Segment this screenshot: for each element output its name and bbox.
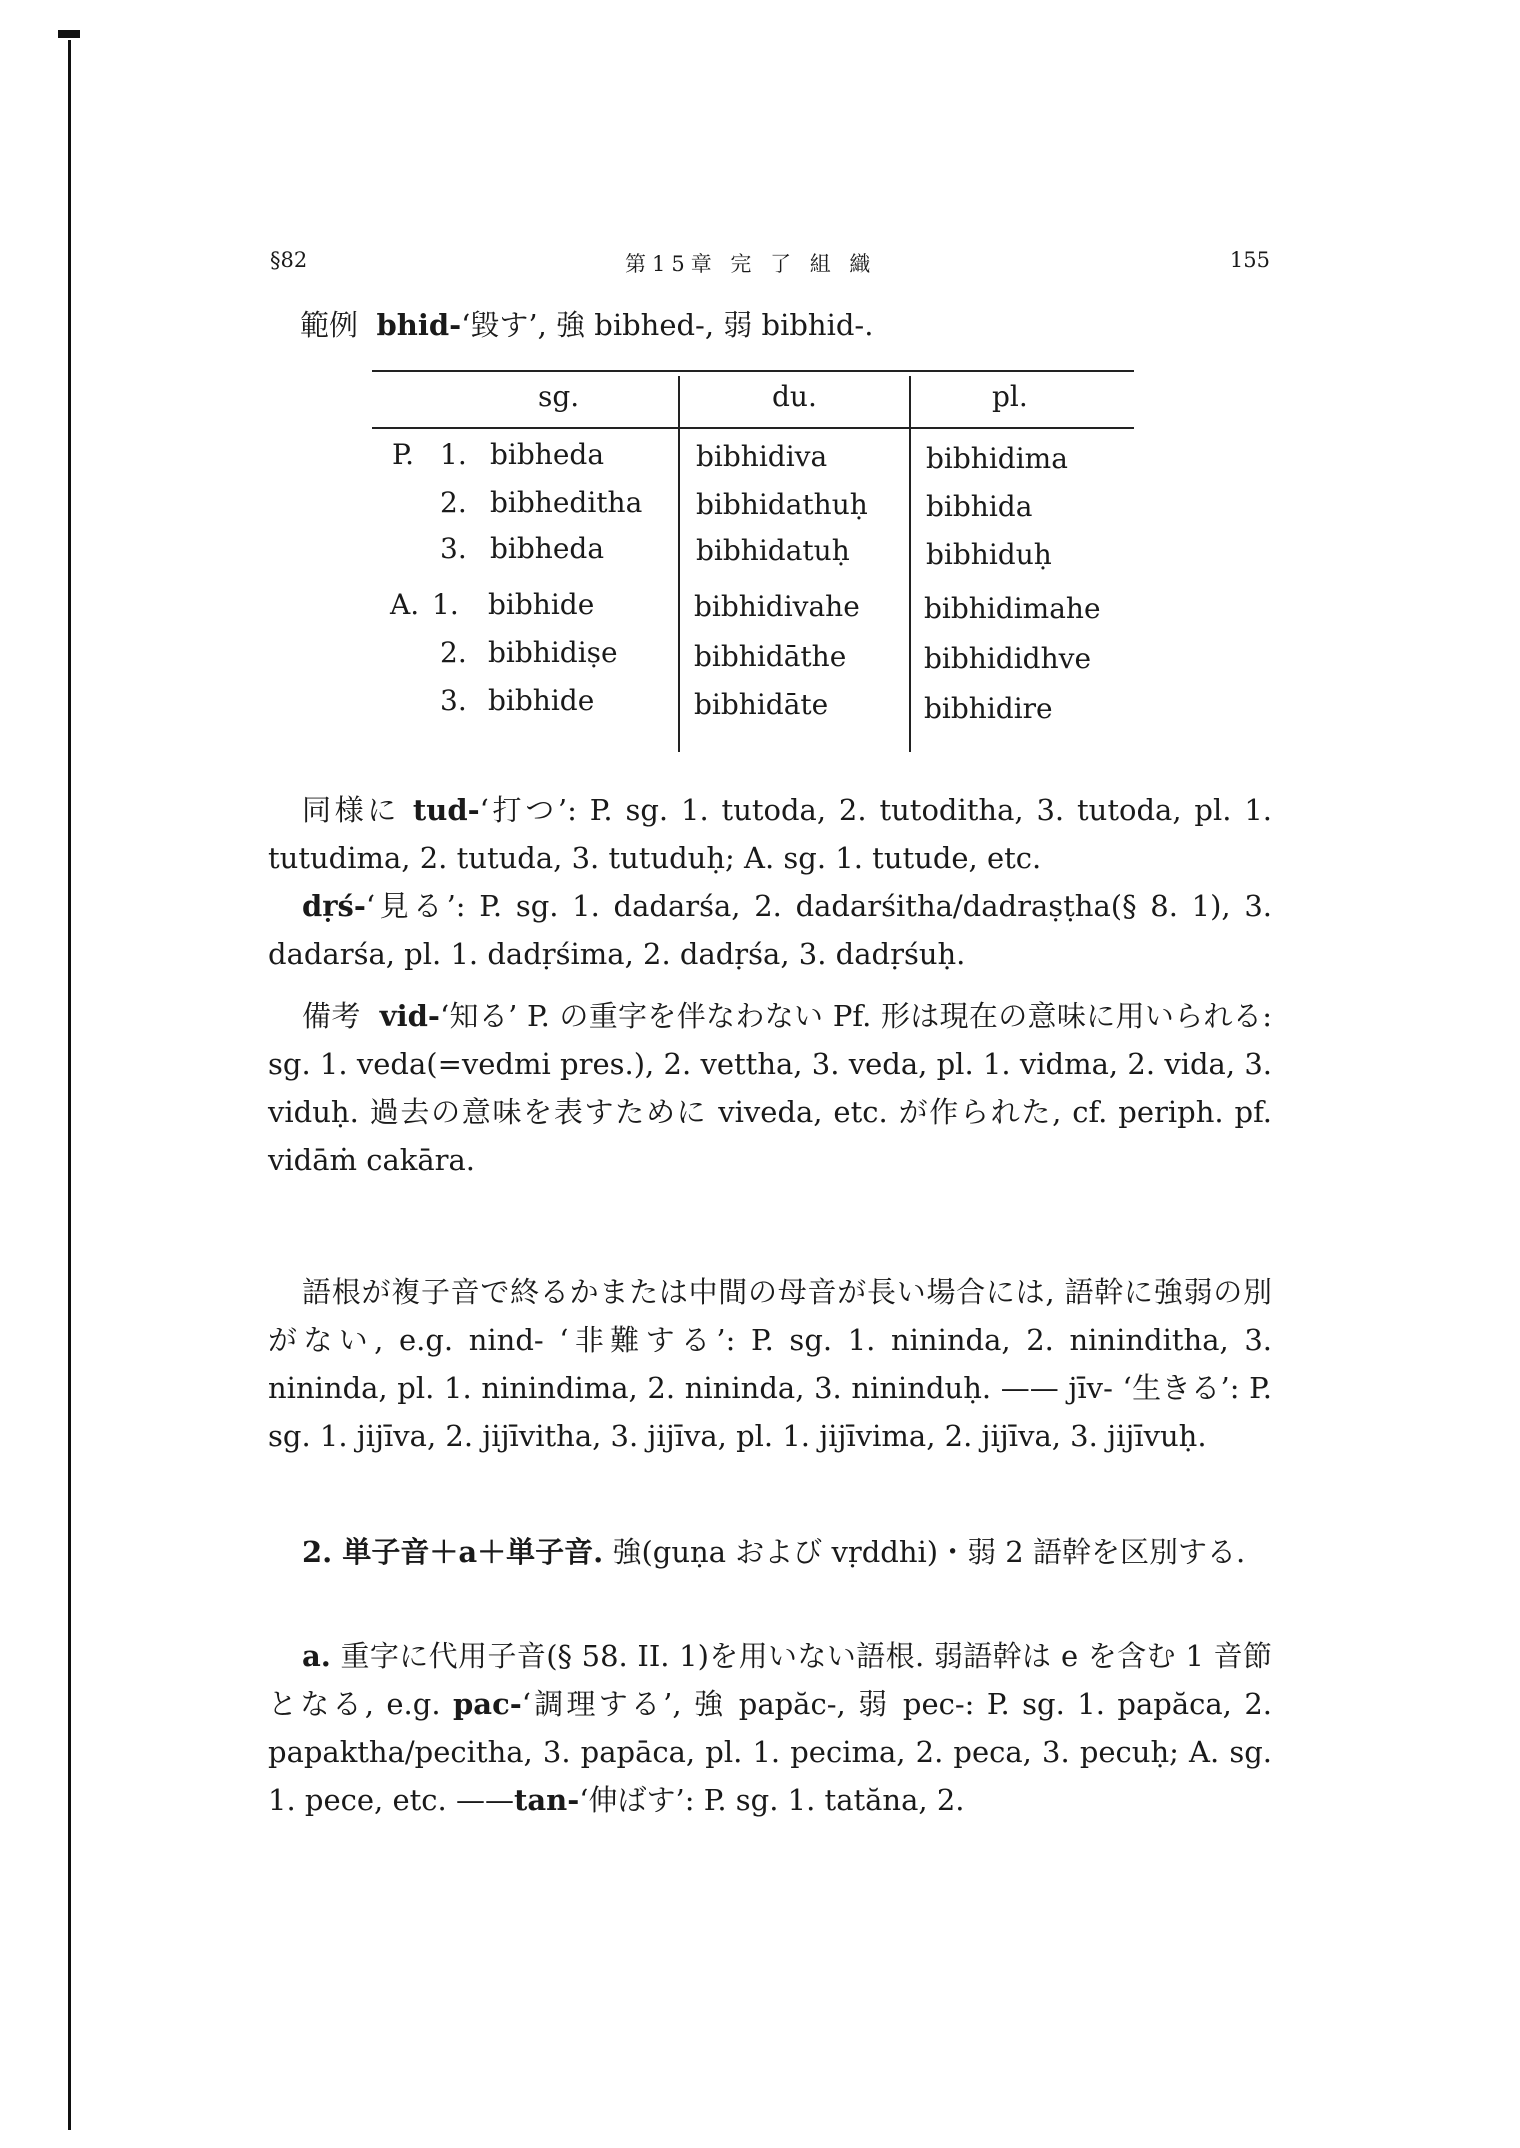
paradigm-table bbox=[372, 370, 1134, 752]
paradigm-caption bbox=[300, 303, 873, 344]
section-2-text: 強(guṇa および vṛddhi)・弱 2 語幹を区別する. bbox=[612, 1535, 1246, 1569]
tud-text: ‘打つ’: P. sg. 1. tutoda, 2. tutoditha, 3. tutoda, pl. 1. tutudima, 2. tutuda, 3. tutuduḥ; A. sg. 1. tutude, etc. bbox=[268, 793, 1273, 875]
tud-paragraph bbox=[268, 786, 1272, 882]
cell-sg: bibheda bbox=[490, 532, 605, 565]
drs-root: dṛś- bbox=[302, 889, 366, 923]
row-person: 1. bbox=[432, 588, 459, 621]
binding-line bbox=[68, 40, 71, 2130]
row-voice: P. bbox=[392, 438, 415, 471]
cell-sg: bibhidiṣe bbox=[488, 636, 618, 669]
tud-lead: 同様に bbox=[302, 793, 400, 827]
cell-sg: bibhide bbox=[488, 684, 595, 717]
cell-pl: bibhiduḥ bbox=[926, 538, 1052, 571]
paradigm-strong-stem: 強 bibhed-, bbox=[556, 308, 715, 342]
cell-du: bibhidivahe bbox=[694, 590, 860, 623]
complex-root-text: 語根が複子音で終るかまたは中間の母音が長い場合には, 語幹に強弱の別がない, e.g. nind- ‘非難する’: P. sg. 1. nininda, 2. nininditha, 3. nininda, pl. 1. ninindima, 2. nininda, 3. nininduḥ. —— jīv- ‘生きる’: P. sg. 1. jijīva, 2. jijīvitha, 3. jijīva, pl. 1. jijīvima, 2. jijīva, 3. jijīvuḥ. bbox=[268, 1275, 1272, 1453]
cell-du: bibhidāte bbox=[694, 688, 829, 721]
column-header-du: du. bbox=[772, 380, 817, 413]
row-person: 2. bbox=[440, 486, 467, 519]
section-2a-paragraph bbox=[268, 1632, 1272, 1824]
section-2a-text-3: ‘伸ばす’: P. sg. 1. tatăna, 2. bbox=[579, 1783, 965, 1817]
section-2a-text-1: 重字に代用子音(§ 58. II. 1)を用いない語根. 弱語幹は e を含む 1 音節となる, e.g. bbox=[268, 1639, 1273, 1721]
cell-sg: bibheda bbox=[490, 438, 605, 471]
cell-pl: bibhididhve bbox=[924, 642, 1092, 675]
section-2-paragraph bbox=[268, 1528, 1272, 1576]
chapter-title: 第15章 完 了 組 織 bbox=[625, 252, 877, 276]
column-header-sg: sg. bbox=[538, 380, 580, 413]
drs-paragraph bbox=[268, 882, 1272, 978]
note-text: ‘知る’ P. の重字を伴なわない Pf. 形は現在の意味に用いられる: sg. 1. veda(=vedmi pres.), 2. vettha, 3. veda, pl. 1. vidma, 2. vida, 3. viduḥ. 過去の意味を表すために viveda, etc. が作られた, cf. periph. pf. vidāṁ cakāra. bbox=[268, 999, 1272, 1177]
paradigm-weak-stem: 弱 bibhid-. bbox=[723, 308, 874, 342]
column-header-pl: pl. bbox=[992, 380, 1028, 413]
cell-pl: bibhidire bbox=[924, 692, 1053, 725]
cell-du: bibhidiva bbox=[696, 440, 828, 473]
tan-root: tan- bbox=[513, 1783, 580, 1817]
binding-cap bbox=[58, 30, 80, 38]
tud-root: tud- bbox=[412, 793, 480, 827]
table-top-rule bbox=[372, 370, 1134, 372]
paradigm-root: bhid- bbox=[376, 308, 462, 342]
cell-du: bibhidatuḥ bbox=[696, 534, 850, 567]
row-person: 1. bbox=[440, 438, 467, 471]
running-header bbox=[270, 248, 1270, 288]
section-2a-label: a. bbox=[302, 1639, 331, 1673]
page-number: 155 bbox=[1229, 248, 1270, 272]
table-column-divider bbox=[678, 376, 680, 752]
note-label: 備考 bbox=[302, 999, 361, 1033]
row-person: 3. bbox=[440, 532, 467, 565]
cell-du: bibhidāthe bbox=[694, 640, 847, 673]
drs-text: ‘見る’: P. sg. 1. dadarśa, 2. dadarśitha/dadraṣṭha(§ 8. 1), 3. dadarśa, pl. 1. dadṛśima, 2. dadṛśa, 3. dadṛśuḥ. bbox=[268, 889, 1272, 971]
cell-du: bibhidathuḥ bbox=[696, 488, 868, 521]
row-person: 3. bbox=[440, 684, 467, 717]
row-voice: A. bbox=[390, 588, 420, 621]
note-root: vid- bbox=[379, 999, 440, 1033]
row-person: 2. bbox=[440, 636, 467, 669]
complex-root-paragraph bbox=[268, 1268, 1272, 1460]
cell-sg: bibhide bbox=[488, 588, 595, 621]
section-number: §82 bbox=[270, 248, 308, 272]
table-header-rule bbox=[372, 427, 1134, 429]
section-2a-text-2: ‘調理する’, 強 papăc-, 弱 pec-: P. sg. 1. papăca, 2. papaktha/pecitha, 3. papāca, pl. 1. pecima, 2. peca, 3. pecuḥ; A. sg. 1. pece, etc. —— bbox=[268, 1687, 1273, 1817]
section-2-heading: 2. 単子音＋a＋単子音. bbox=[302, 1535, 604, 1569]
note-paragraph bbox=[268, 992, 1272, 1184]
cell-pl: bibhida bbox=[926, 490, 1033, 523]
cell-sg: bibheditha bbox=[490, 486, 643, 519]
pac-root: pac- bbox=[453, 1687, 522, 1721]
paradigm-label: 範例 bbox=[300, 308, 359, 342]
cell-pl: bibhidimahe bbox=[924, 592, 1101, 625]
cell-pl: bibhidima bbox=[926, 442, 1068, 475]
table-column-divider bbox=[909, 376, 911, 752]
paradigm-gloss: ‘毀す’, bbox=[461, 308, 547, 342]
